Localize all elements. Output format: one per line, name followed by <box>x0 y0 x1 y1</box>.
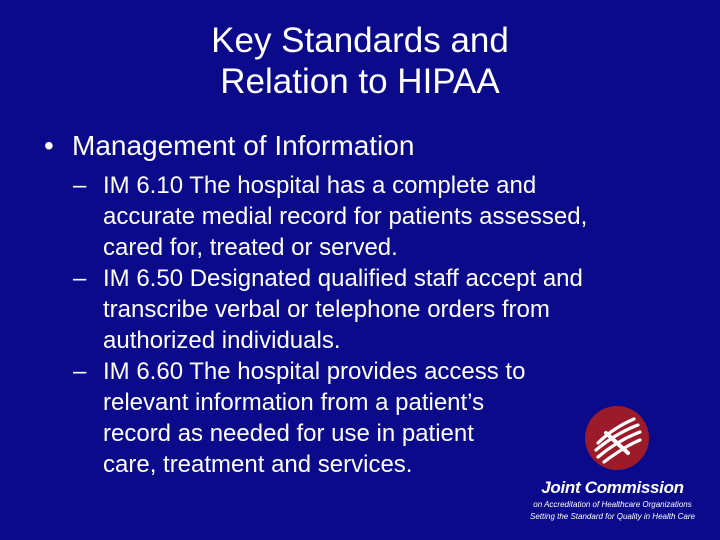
joint-commission-emblem-icon <box>582 403 652 473</box>
sub-item-line: record as needed for use in patient <box>103 420 474 447</box>
sub-item-line: transcribe verbal or telephone orders from <box>103 296 550 323</box>
bullet-marker: • <box>44 130 54 161</box>
dash-marker: – <box>73 172 87 199</box>
sub-item-im-6-50 <box>73 263 683 356</box>
sub-item-line: IM 6.50 Designated qualified staff accept and <box>103 265 583 292</box>
title-line-1: Key Standards and <box>211 21 509 60</box>
sub-item-im-6-10 <box>73 170 683 263</box>
sub-item-line: IM 6.60 The hospital provides access to <box>103 358 526 385</box>
bullet-text: Management of Information <box>72 130 415 161</box>
logo-name: Joint Commission <box>541 478 684 497</box>
title-line-2: Relation to HIPAA <box>220 62 500 101</box>
sub-item-line: authorized individuals. <box>103 327 341 354</box>
sub-item-line: accurate medial record for patients assessed, <box>103 203 588 230</box>
dash-marker: – <box>73 265 87 292</box>
sub-item-line: IM 6.10 The hospital has a complete and <box>103 172 537 199</box>
slide-title <box>60 20 660 102</box>
logo-tagline: Setting the Standard for Quality in Health Care <box>530 512 695 521</box>
sub-item-line: relevant information from a patient’s <box>103 389 485 416</box>
sub-item-line: cared for, treated or served. <box>103 234 398 261</box>
joint-commission-logo <box>510 400 715 530</box>
sub-item-line: care, treatment and services. <box>103 451 413 478</box>
dash-marker: – <box>73 358 87 385</box>
logo-subtitle: on Accreditation of Healthcare Organizations <box>533 500 692 509</box>
